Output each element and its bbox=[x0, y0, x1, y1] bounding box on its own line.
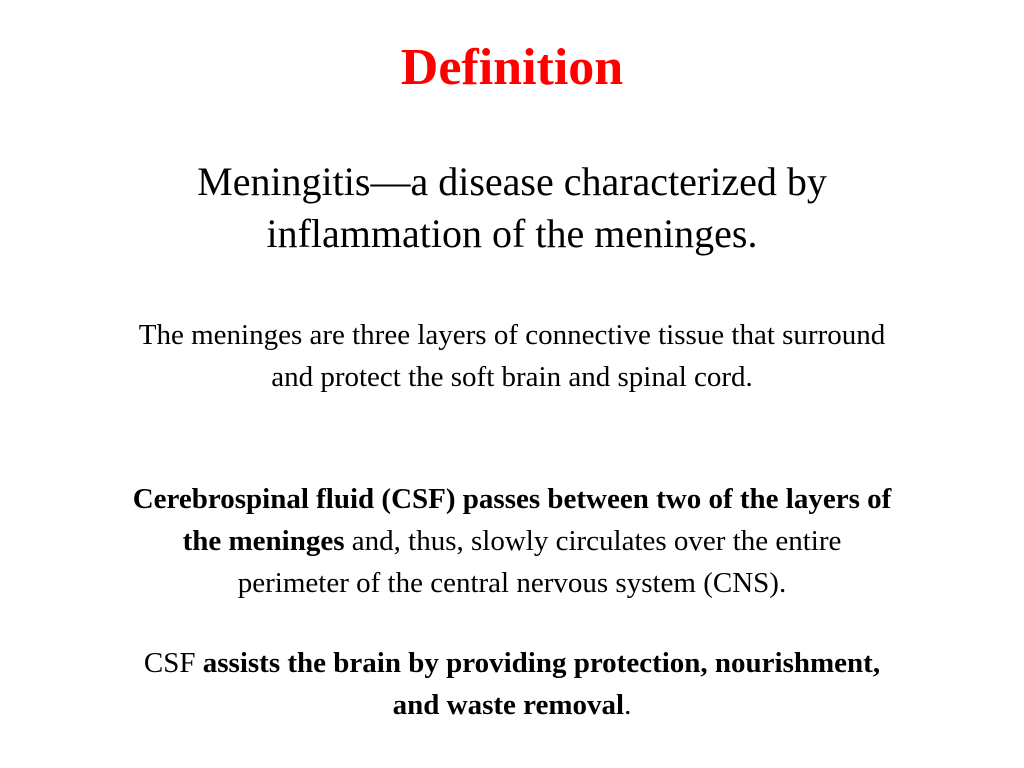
meninges-line-1: The meninges are three layers of connective tissue that surround bbox=[138, 319, 886, 351]
csf-bold-line-2: the meninges bbox=[182, 525, 345, 557]
meninges-paragraph bbox=[62, 314, 962, 398]
title-text: Definition bbox=[400, 39, 624, 96]
definition-text bbox=[112, 156, 912, 260]
assist-bold-line-2: and waste removal bbox=[392, 689, 625, 721]
csf-line-3: perimeter of the central nervous system (CNS). bbox=[237, 567, 787, 599]
definition-line-2: inflammation of the meninges. bbox=[266, 211, 758, 256]
meninges-line-2: and protect the soft brain and spinal cord. bbox=[271, 361, 753, 393]
definition-line-1: Meningitis—a disease characterized by bbox=[197, 159, 827, 204]
assist-end: . bbox=[624, 689, 632, 721]
csf-rest-line-2: and, thus, slowly circulates over the entire bbox=[344, 525, 842, 557]
assist-plain: CSF bbox=[143, 647, 203, 679]
slide-title bbox=[0, 38, 1024, 98]
csf-bold-line-1: Cerebrospinal fluid (CSF) passes between two of the layers of bbox=[132, 483, 892, 515]
csf-assist-paragraph bbox=[62, 642, 962, 726]
assist-bold-line-1: assists the brain by providing protection, nourishment, bbox=[202, 647, 881, 679]
csf-paragraph bbox=[62, 478, 962, 604]
